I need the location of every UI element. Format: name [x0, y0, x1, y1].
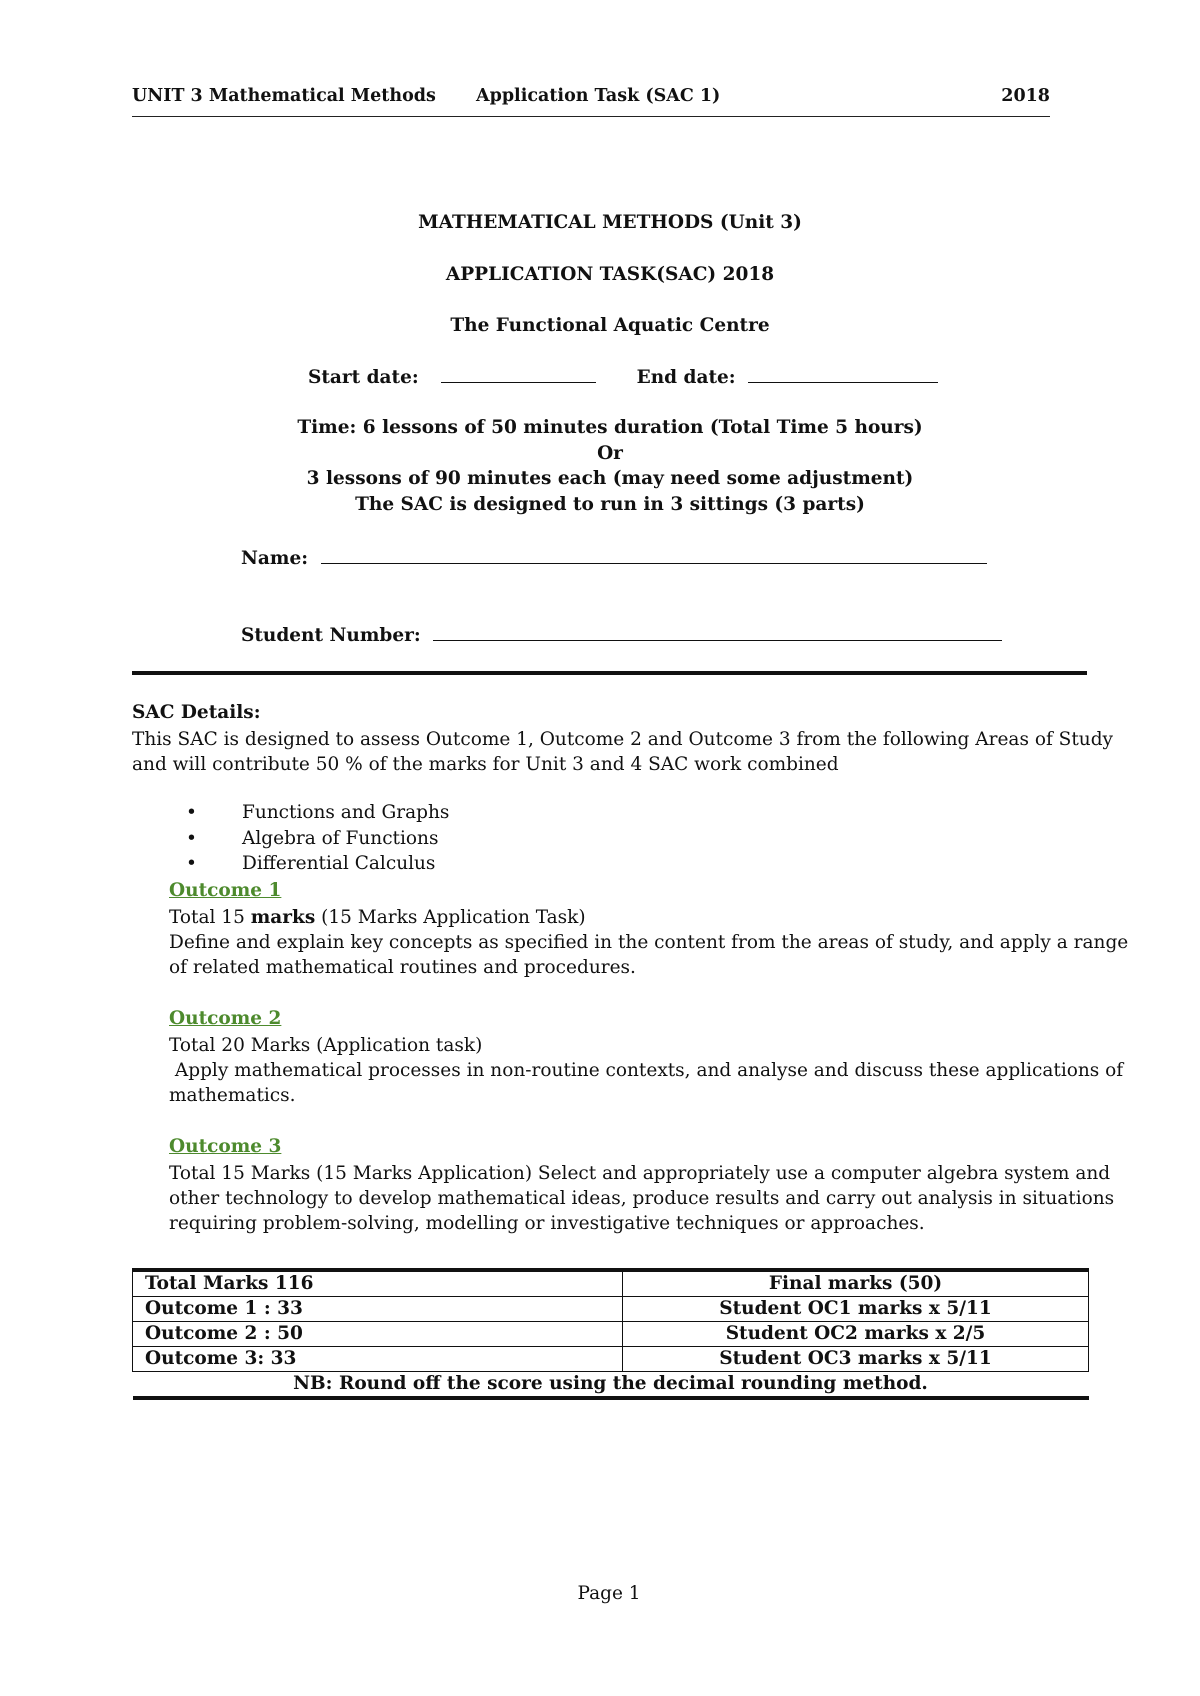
outcome-1-desc-line-1: Define and explain key concepts as specified in the content from the areas of study, and apply a range [169, 932, 1129, 953]
document-subtitle: APPLICATION TASK(SAC) 2018 [445, 264, 775, 285]
name-field[interactable] [321, 545, 987, 564]
table-row [133, 1270, 1089, 1297]
outcome-3-desc-line-1: Total 15 Marks (15 Marks Application) Select and appropriately use a computer algebra system and [169, 1163, 1111, 1184]
table-cell: Student OC2 marks x 2/5 [623, 1322, 1089, 1347]
sac-details-heading: SAC Details: [132, 702, 261, 723]
end-date-label: End date: [636, 367, 736, 388]
list-item: • Differential Calculus [132, 851, 449, 877]
page-number: Page 1 [577, 1583, 641, 1604]
time-line-4: The SAC is designed to run in 3 sittings (3 parts) [355, 494, 865, 515]
date-line [308, 364, 938, 388]
table-cell: Outcome 1 : 33 [133, 1297, 623, 1322]
list-item: • Functions and Graphs [132, 800, 449, 826]
section-divider [132, 671, 1087, 675]
time-line-1: Time: 6 lessons of 50 minutes duration (Total Time 5 hours) [297, 417, 923, 438]
outcome-1-heading: Outcome 1 [169, 880, 282, 901]
name-row [241, 545, 987, 569]
outcome-1-total-suffix: (15 Marks Application Task) [315, 907, 586, 928]
table-cell: Outcome 3: 33 [133, 1347, 623, 1372]
outcome-3-heading: Outcome 3 [169, 1136, 282, 1157]
rounding-note: NB: Round off the score using the decimal rounding method. [133, 1372, 1089, 1399]
table-cell: Outcome 2 : 50 [133, 1322, 623, 1347]
start-date-label: Start date: [308, 367, 419, 388]
student-number-row [241, 622, 1002, 646]
marks-table [132, 1268, 1089, 1400]
outcome-1-total-bold: marks [250, 907, 316, 928]
time-line-3: 3 lessons of 90 minutes each (may need some adjustment) [306, 468, 914, 489]
name-label: Name: [241, 548, 309, 569]
sac-intro-line-2: and will contribute 50 % of the marks for Unit 3 and 4 SAC work combined [132, 754, 839, 775]
table-row [133, 1322, 1089, 1347]
end-date-field[interactable] [748, 364, 938, 383]
outcome-2-total: Total 20 Marks (Application task) [169, 1035, 483, 1056]
outcome-2-desc-line-1: Apply mathematical processes in non-routine contexts, and analyse and discuss these applications of [169, 1060, 1124, 1081]
table-row [133, 1297, 1089, 1322]
header-task-title: Application Task (SAC 1) [476, 86, 721, 106]
outcome-1-desc-line-2: of related mathematical routines and procedures. [169, 957, 636, 978]
student-number-label: Student Number: [241, 625, 421, 646]
running-header [132, 86, 1050, 117]
table-cell: Student OC1 marks x 5/11 [623, 1297, 1089, 1322]
areas-of-study-list [132, 800, 449, 877]
outcome-3-desc-line-2: other technology to develop mathematical ideas, produce results and carry out analysis in situations [169, 1188, 1115, 1209]
outcome-1-total-prefix: Total 15 [169, 907, 251, 928]
table-row [133, 1347, 1089, 1372]
sac-intro-line-1: This SAC is designed to assess Outcome 1, Outcome 2 and Outcome 3 from the following Areas of Study [132, 729, 1113, 750]
student-number-field[interactable] [433, 622, 1002, 641]
outcome-3-desc-line-3: requiring problem-solving, modelling or investigative techniques or approaches. [169, 1213, 925, 1234]
table-cell: Final marks (50) [623, 1270, 1089, 1297]
document-title: MATHEMATICAL METHODS (Unit 3) [418, 212, 802, 233]
outcome-2-heading: Outcome 2 [169, 1008, 282, 1029]
header-unit-title: UNIT 3 Mathematical Methods [132, 86, 436, 106]
list-item: • Algebra of Functions [132, 826, 449, 852]
start-date-field[interactable] [441, 364, 596, 383]
outcome-1-total [169, 905, 586, 931]
header-year: 2018 [1001, 86, 1050, 106]
task-name: The Functional Aquatic Centre [450, 315, 770, 336]
time-line-or: Or [597, 443, 623, 464]
table-note-row [133, 1372, 1089, 1399]
outcome-2-desc-line-2: mathematics. [169, 1085, 296, 1106]
table-cell: Student OC3 marks x 5/11 [623, 1347, 1089, 1372]
table-cell: Total Marks 116 [133, 1270, 623, 1297]
